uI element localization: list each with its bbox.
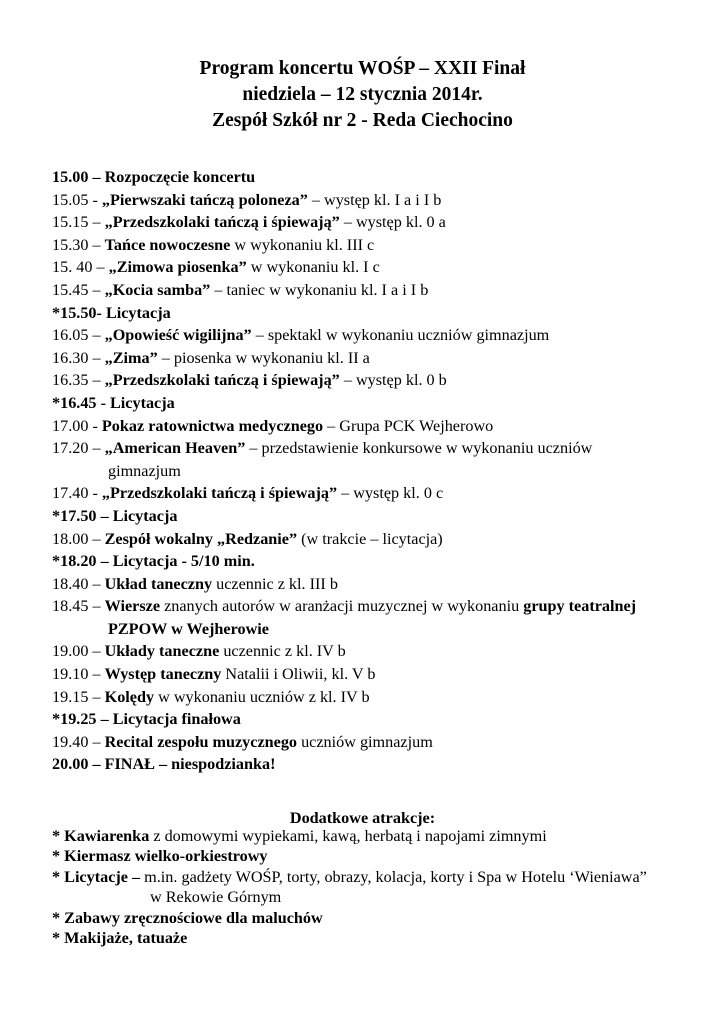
program-description: – spektakl w wykonaniu uczniów gimnazjum: [251, 326, 550, 345]
program-time: 16.35 –: [52, 371, 105, 390]
program-description: – występ kl. 0 c: [337, 484, 444, 503]
program-item: [52, 415, 702, 438]
program-title: Występ taneczny: [104, 665, 222, 684]
program-time: 17.00 -: [52, 416, 102, 435]
extras-item: [52, 908, 712, 928]
program-description: – występ kl. I a i I b: [307, 190, 442, 209]
program-item: [52, 505, 702, 528]
program-title: FINAŁ – niespodzianka!: [104, 755, 276, 774]
program-item-continuation: PZPOW w Wejherowie: [108, 619, 269, 638]
program-item: [52, 528, 702, 551]
program-time: 15.30 –: [52, 235, 105, 254]
program-item: [52, 324, 702, 347]
program-time: 19.10 –: [52, 665, 105, 684]
extras-item-description: z domowymi wypiekami, kawą, herbatą i napojami zimnymi: [149, 827, 547, 845]
program-item: [52, 753, 702, 776]
program-time: 16.30 –: [52, 348, 105, 367]
program-title: Kolędy: [104, 687, 155, 706]
program-item: [52, 573, 702, 596]
program-description: – występ kl. 0 a: [339, 213, 446, 232]
program-time: 18.00 –: [52, 529, 105, 548]
program-item: [52, 256, 702, 279]
program-description: w wykonaniu uczniów z kl. IV b: [154, 687, 370, 706]
program-time: 15.05 -: [52, 190, 102, 209]
program-list: [52, 166, 702, 776]
program-title: „Opowieść wigilijna”: [104, 326, 252, 345]
program-description: – występ kl. 0 b: [339, 371, 447, 390]
program-title: „Przedszkolaki tańczą i śpiewają”: [101, 484, 338, 503]
extras-item-continuation: [52, 887, 712, 907]
extras-item: [52, 846, 712, 866]
program-title: Recital zespołu muzycznego: [104, 732, 298, 751]
program-item: [52, 437, 702, 460]
extras-item-title: * Licytacje –: [52, 867, 141, 886]
program-title: Licytacja: [105, 303, 171, 322]
program-description: w wykonaniu kl. I c: [246, 258, 380, 277]
extras-title: Dodatkowe atrakcje:: [289, 809, 436, 827]
program-time: 19.00 –: [52, 642, 105, 661]
program-title: Pokaz ratownictwa medycznego: [101, 416, 324, 435]
program-item: [52, 189, 702, 212]
program-title: Zespół wokalny „Redzanie”: [104, 529, 298, 548]
title-line-3: Zespół Szkół nr 2 - Reda Ciechocino: [212, 110, 513, 131]
program-description: (w trakcie – licytacja): [297, 529, 443, 548]
program-item: [52, 550, 702, 573]
program-item: [52, 302, 702, 325]
program-description: – taniec w wykonaniu kl. I a i I b: [210, 280, 429, 299]
program-title: „Przedszkolaki tańczą i śpiewają”: [104, 213, 340, 232]
program-title: Licytacja finałowa: [112, 710, 241, 729]
program-item: [52, 166, 702, 189]
program-title: „Przedszkolaki tańczą i śpiewają”: [104, 371, 340, 390]
title-line-1: Program koncertu WOŚP – XXII Finał: [199, 58, 526, 79]
program-title: Układy taneczne: [104, 642, 220, 661]
program-title: Licytacja: [110, 393, 175, 412]
program-performer: grupy teatralnej: [523, 597, 637, 616]
program-item: [52, 211, 702, 234]
program-item: [52, 234, 702, 257]
program-item: [52, 369, 702, 392]
program-title: „Zima”: [104, 348, 158, 367]
extras-item-title: * Zabawy zręcznościowe dla maluchów: [52, 908, 323, 927]
program-description: – piosenka w wykonaniu kl. II a: [157, 348, 370, 367]
program-description: – przedstawienie konkursowe w wykonaniu uczniów: [245, 439, 593, 458]
program-title: Licytacja - 5/10 min.: [112, 552, 255, 571]
extras-item-title: * Makijaże, tatuaże: [52, 929, 188, 948]
program-time: *16.45 -: [52, 393, 110, 412]
program-time: 18.45 –: [52, 597, 105, 616]
extras-item: [52, 867, 712, 887]
program-item: [52, 663, 702, 686]
program-description: uczennic z kl. III b: [212, 574, 338, 593]
document-title: [0, 56, 725, 134]
program-item: [52, 640, 702, 663]
program-time: 15.45 –: [52, 280, 105, 299]
program-item: [52, 595, 702, 618]
extras-list: [52, 826, 712, 948]
program-title: Wiersze: [104, 597, 161, 616]
program-description: w wykonaniu kl. III c: [230, 235, 375, 254]
extras-item-description: m.in. gadżety WOŚP, torty, obrazy, kolacja, korty i Spa w Hotelu ‘Wieniawa”: [140, 867, 647, 886]
program-item: [52, 279, 702, 302]
program-title: „Pierwszaki tańczą poloneza”: [101, 190, 308, 209]
program-time: 17.40 -: [52, 484, 102, 503]
program-time: 18.40 –: [52, 574, 105, 593]
title-line-2: niedziela – 12 stycznia 2014r.: [242, 84, 483, 105]
program-time: 19.40 –: [52, 732, 105, 751]
program-time: *17.50 –: [52, 506, 113, 525]
program-item: [52, 392, 702, 415]
program-item: [52, 347, 702, 370]
extras-item: [52, 928, 712, 948]
program-time: *18.20 –: [52, 552, 113, 571]
program-description: Natalii i Oliwii, kl. V b: [221, 665, 376, 684]
program-title: Układ taneczny: [104, 574, 213, 593]
program-title: „Zimowa piosenka”: [108, 258, 247, 277]
program-title: „American Heaven”: [104, 439, 246, 458]
program-time: 20.00 –: [52, 755, 105, 774]
program-item: [52, 482, 702, 505]
extras-item-continuation-text: w Rekowie Górnym: [150, 888, 282, 907]
program-description: uczennic z kl. IV b: [219, 642, 346, 661]
program-description: uczniów gimnazjum: [297, 732, 433, 751]
extras-item: [52, 826, 712, 846]
program-time: 16.05 –: [52, 326, 105, 345]
program-item: [52, 731, 702, 754]
program-description: znanych autorów w aranżacji muzycznej w wykonaniu: [160, 597, 524, 616]
extras-item-title: * Kiermasz wielko-orkiestrowy: [52, 847, 268, 866]
program-time: 19.15 –: [52, 687, 105, 706]
program-description: – Grupa PCK Wejherowo: [323, 416, 494, 435]
program-title: Licytacja: [112, 506, 178, 525]
program-time: *19.25 –: [52, 710, 113, 729]
program-time: *15.50-: [52, 303, 106, 322]
program-time: 15.15 –: [52, 213, 105, 232]
program-title: Rozpoczęcie koncertu: [104, 168, 256, 186]
program-item: [52, 686, 702, 709]
program-title: Tańce nowoczesne: [104, 235, 231, 254]
program-title: „Kocia samba”: [104, 280, 211, 299]
program-time: 17.20 –: [52, 439, 105, 458]
program-time: 15. 40 –: [52, 258, 109, 277]
program-item-continuation: gimnazjum: [108, 461, 181, 480]
program-item: [52, 708, 702, 731]
program-time: 15.00 –: [52, 168, 105, 186]
extras-item-title: * Kawiarenka: [52, 827, 150, 845]
